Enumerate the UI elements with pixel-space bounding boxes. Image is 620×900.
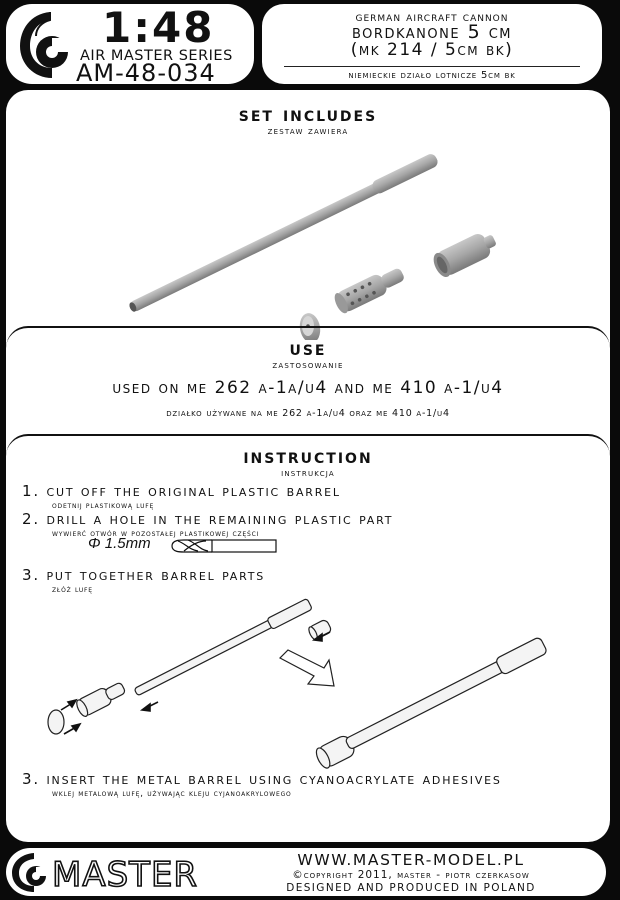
instruction-title: instruction [243,444,373,468]
product-name: bordkanone 5 cm [351,21,512,43]
set-includes-title: set includes [238,102,378,126]
assembly-diagram [6,590,610,770]
copyright-notice: ©copyright 2011, master - piotr czerkasow [292,869,530,881]
use-text-polish: działko używane na me 262 a-1a/u4 oraz me 410 a-1/u4 [166,408,450,419]
barrel-part-icon [127,152,440,314]
product-type: german aircraft cannon [355,10,509,25]
footer-panel [6,848,606,896]
step-3-polish: złóż lufę [52,585,93,595]
use-text: used on me 262 a-1a/u4 and me 410 a-1/u4 [112,378,504,398]
set-includes-subtitle: zestaw zawiera [267,126,349,137]
header-series-panel [6,3,254,87]
svg-text:MASTER: MASTER [52,855,199,894]
step-2-polish: wywierć otwór w pozostałej plastikowej części [52,529,260,539]
product-code: AM-48-034 [76,59,216,87]
scale-label: 1:48 [102,3,215,52]
step-2: 2. drill a hole in the remaining plastic part [22,510,394,528]
step-4-polish: wklej metalową lufę, używając kleju cyjanoakrylowego [52,789,292,799]
step-1-polish: odetnij plastikową lufę [52,501,155,511]
header-divider [284,66,580,67]
master-swirl-icon [12,853,48,892]
step-4: 3. insert the metal barrel using cyanoacrylate adhesives [22,770,502,788]
assembly-arrows-icon [61,632,330,734]
origin-notice: DESIGNED AND PRODUCED IN POLAND [286,882,536,894]
parts-render [6,140,610,340]
instruction-subtitle: instrukcja [281,468,335,479]
product-designation: (mk 214 / 5cm bk) [350,40,514,60]
use-subtitle: zastosowanie [272,360,344,371]
sleeve-part-icon [430,228,500,280]
product-name-polish: niemieckie działo lotnicze 5cm bk [348,70,516,81]
step-3: 3. put together barrel parts [22,566,266,584]
drill-bit-icon [168,538,278,554]
step-1: 1. cut off the original plastic barrel [22,482,341,500]
instruction-sheet [6,90,610,842]
drill-size-label: Φ 1.5mm [88,535,151,552]
master-logo-icon [16,8,74,82]
master-brand-logo [8,850,238,894]
header-product-panel [262,4,602,84]
use-title: use [289,336,327,360]
muzzle-brake-part-icon [332,263,407,315]
website-link[interactable]: WWW.MASTER-MODEL.PL [297,851,525,869]
series-label: AIR MASTER SERIES [80,48,233,64]
